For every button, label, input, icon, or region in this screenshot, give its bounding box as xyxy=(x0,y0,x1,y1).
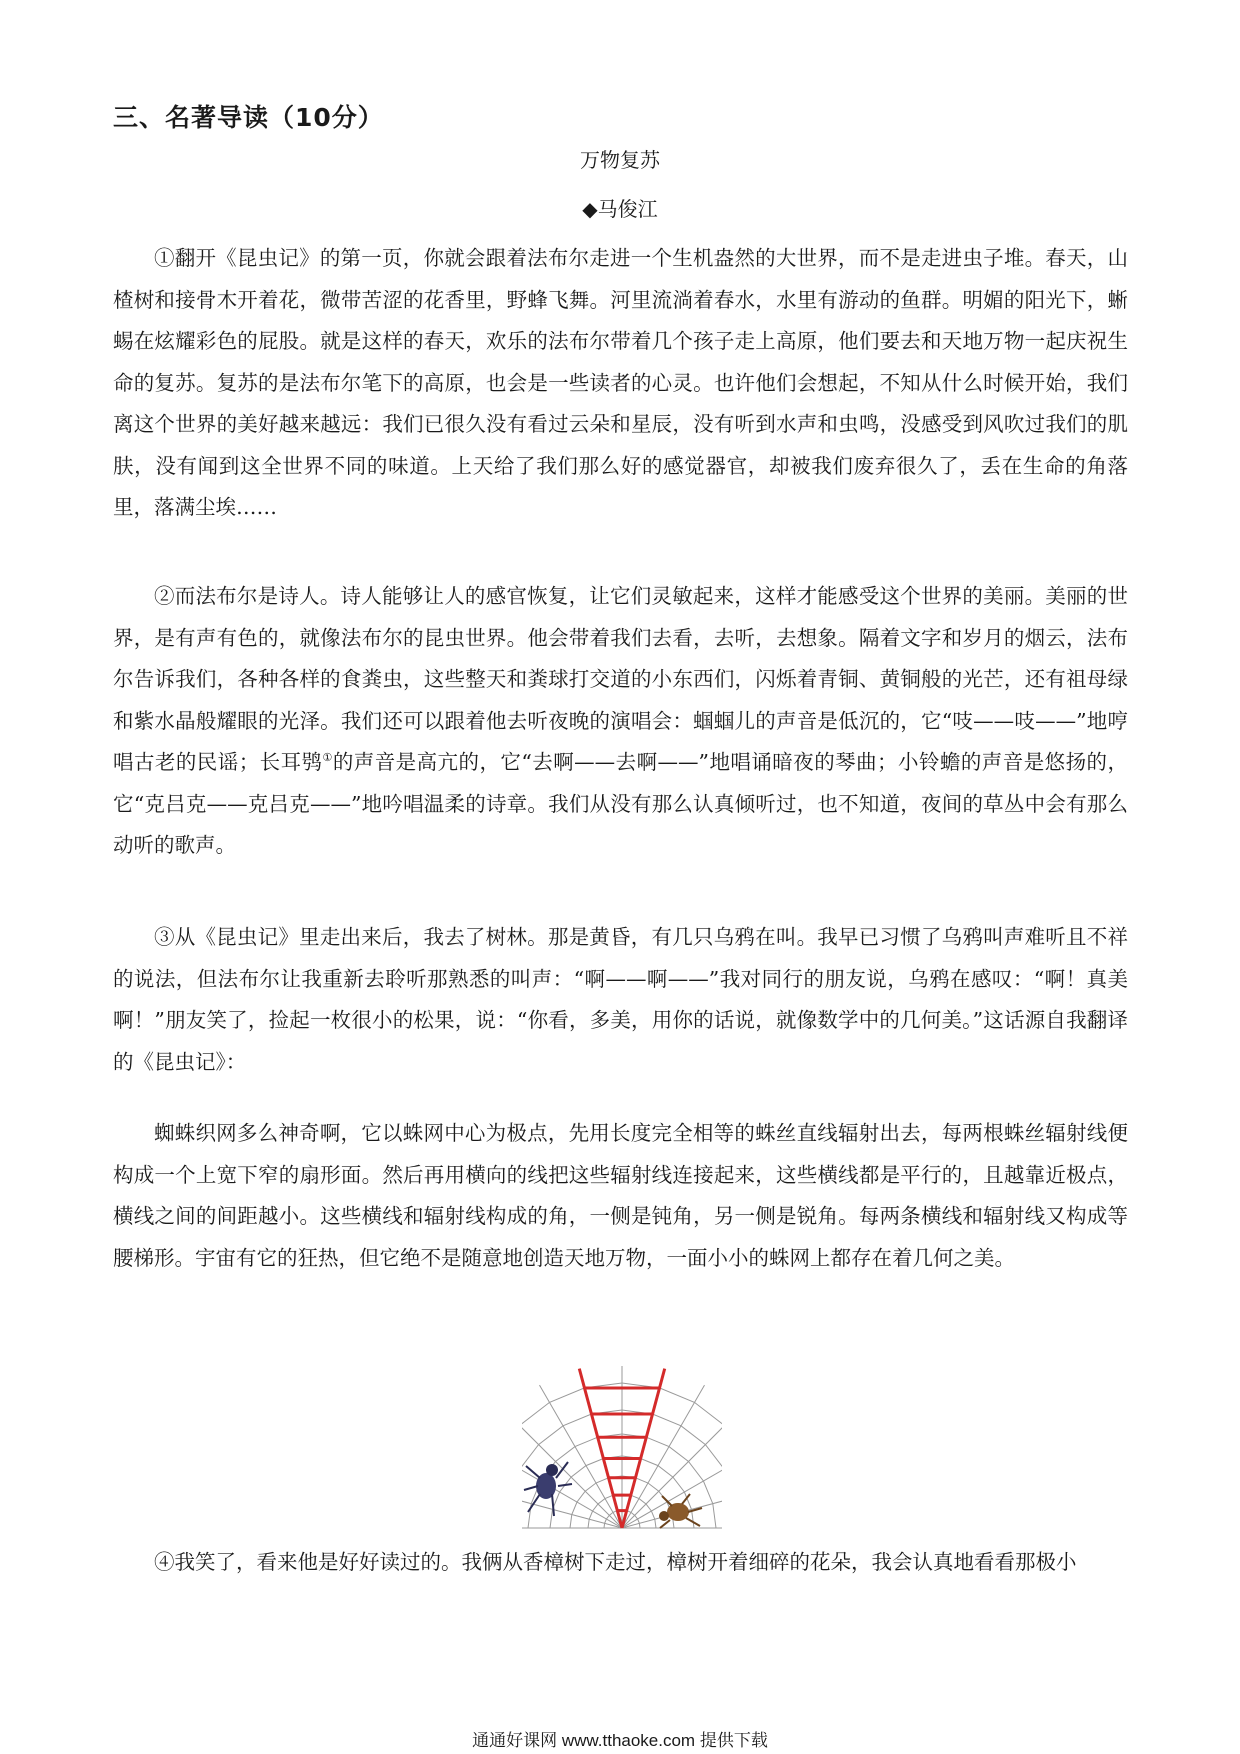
web-highlight-radial xyxy=(579,1369,622,1528)
paragraph-2-part-1: ②而法布尔是诗人。诗人能够让人的感官恢复，让它们灵敏起来，这样才能感受这个世界的美丽。美丽的世界，是有声有色的，就像法布尔的昆虫世界。他会带着我们去看，去听，去想象。隔着文字和岁月的烟云，法布尔告诉我们，各种各样的食粪虫，这些整天和粪球打交道的小东西们，闪烁着青铜、黄铜般的光芒，还有祖母绿和紫水晶般耀眼的光泽。我们还可以跟着他去听夜晚的演唱会：蝈蝈儿的声音是低沉的，它“吱——吱——”地哼唱古老的民谣；长耳鸮 xyxy=(113,584,1128,774)
footer-credit: 通通好课网 www.tthaoke.com 提供下载 xyxy=(472,1731,768,1750)
paragraph-2 xyxy=(113,576,1128,867)
section-heading: 三、名著导读（10分） xyxy=(113,103,384,132)
article-author: ◆马俊江 xyxy=(582,197,658,221)
web-radial-thread xyxy=(540,1385,623,1528)
web-radial-thread xyxy=(522,1485,622,1528)
article-title: 万物复苏 xyxy=(580,148,660,172)
paragraph-2-part-2: 的声音是高亢的，它“去啊——去啊——”地唱诵暗夜的琴曲；小铃蟾的声音是悠扬的，它“克吕克——克吕克——”地吟唱温柔的诗章。我们从没有那么认真倾听过，也不知道，夜间的草丛中会有那么动听的歌声。 xyxy=(113,750,1128,857)
paragraph-3: ③从《昆虫记》里走出来后，我去了树林。那是黄昏，有几只乌鸦在叫。我早已习惯了乌鸦叫声难听且不祥的说法，但法布尔让我重新去聆听那熟悉的叫声：“啊——啊——”我对同行的朋友说，乌鸦在感叹：“啊！真美啊！”朋友笑了，捡起一枚很小的松果，说：“你看，多美，用你的话说，就像数学中的几何美。”这话源自我翻译的《昆虫记》： xyxy=(113,925,1128,1074)
web-highlight-radial xyxy=(622,1369,665,1528)
quoted-passage: 蜘蛛织网多么神奇啊，它以蛛网中心为极点，先用长度完全相等的蛛丝直线辐射出去，每两根蛛丝辐射线便构成一个上宽下窄的扇形面。然后再用横向的线把这些辐射线连接起来，这些横线都是平行的，且越靠近极点，横线之间的间距越小。这些横线和辐射线构成的角，一侧是钝角，另一侧是锐角。每两条横线和辐射线又构成等腰梯形。宇宙有它的狂热，但它绝不是随意地创造天地万物，一面小小的蛛网上都存在着几何之美。 xyxy=(113,1121,1128,1270)
web-radial-thread xyxy=(622,1385,705,1528)
paragraph-4: ④我笑了，看来他是好好读过的。我俩从香樟树下走过，樟树开着细碎的花朵，我会认真地看看那极小 xyxy=(154,1550,1077,1574)
spider-web-icon xyxy=(522,1366,722,1532)
spider-icon xyxy=(659,1494,702,1528)
paragraph-1: ①翻开《昆虫记》的第一页，你就会跟着法布尔走进一个生机盎然的大世界，而不是走进虫子堆。春天，山楂树和接骨木开着花，微带苦涩的花香里，野蜂飞舞。河里流淌着春水，水里有游动的鱼群。明媚的阳光下，蜥蜴在炫耀彩色的屁股。就是这样的春天，欢乐的法布尔带着几个孩子走上高原，他们要去和天地万物一起庆祝生命的复苏。复苏的是法布尔笔下的高原，也会是一些读者的心灵。也许他们会想起，不知从什么时候开始，我们离这个世界的美好越来越远：我们已很久没有看过云朵和星辰，没有听到水声和虫鸣，没感受到风吹过我们的肌肤，没有闻到这全世界不同的味道。上天给了我们那么好的感觉器官，却被我们废弃很久了，丢在生命的角落里，落满尘埃…… xyxy=(113,246,1128,519)
footnote-marker: ① xyxy=(322,751,333,765)
